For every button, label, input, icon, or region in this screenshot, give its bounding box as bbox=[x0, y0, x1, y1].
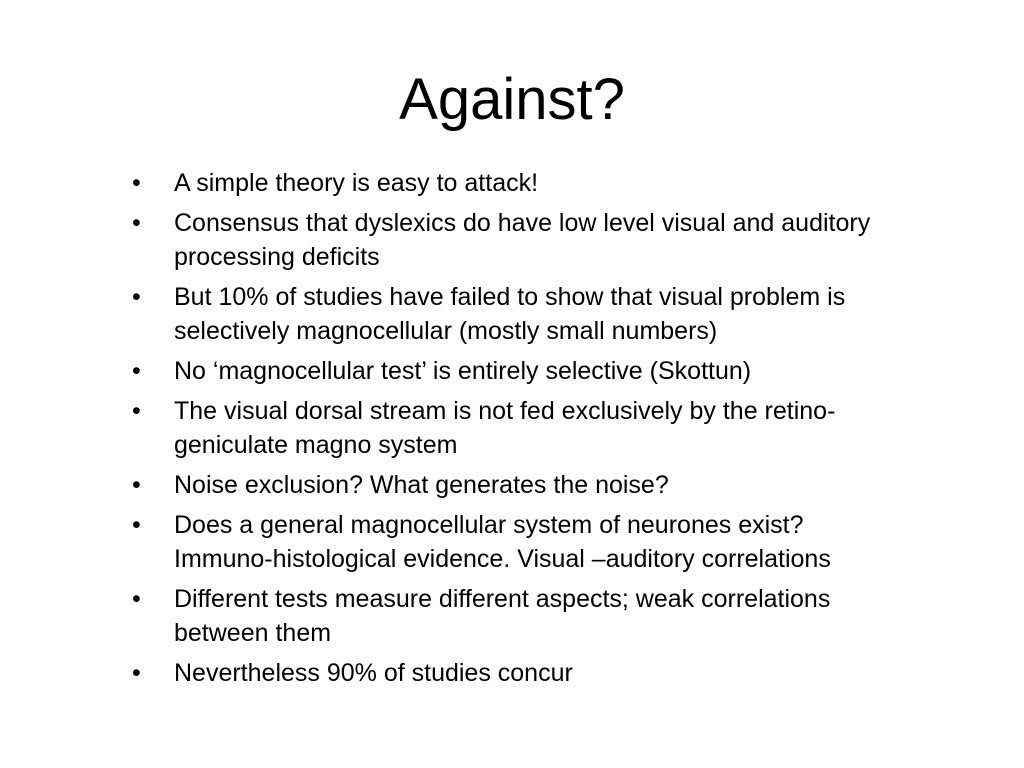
bullet-text: But 10% of studies have failed to show that visual problem is selectively magnocellular (mostly small numbers) bbox=[174, 283, 846, 345]
bullet-text: Noise exclusion? What generates the noise? bbox=[174, 471, 669, 499]
bullet-item bbox=[132, 394, 872, 462]
bullet-text: Consensus that dyslexics do have low level visual and auditory processing deficits bbox=[174, 209, 871, 271]
bullet-list bbox=[132, 166, 872, 696]
bullet-item bbox=[132, 508, 872, 576]
bullet-item bbox=[132, 582, 872, 650]
bullet-text: The visual dorsal stream is not fed exclusively by the retino-geniculate magno system bbox=[174, 397, 836, 459]
bullet-icon: • bbox=[132, 209, 141, 237]
bullet-item bbox=[132, 656, 872, 690]
bullet-item bbox=[132, 354, 872, 388]
bullet-icon: • bbox=[132, 169, 141, 197]
slide-title: Against? bbox=[399, 67, 625, 132]
bullet-icon: • bbox=[132, 357, 141, 385]
bullet-item bbox=[132, 166, 872, 200]
bullet-text: Does a general magnocellular system of neurones exist? Immuno-histological evidence. Visual –auditory correlations bbox=[174, 511, 831, 573]
bullet-text: A simple theory is easy to attack! bbox=[174, 169, 539, 197]
bullet-text: Different tests measure different aspects; weak correlations between them bbox=[174, 585, 831, 647]
bullet-text: No ‘magnocellular test’ is entirely selective (Skottun) bbox=[174, 357, 752, 385]
bullet-item bbox=[132, 280, 872, 348]
bullet-icon: • bbox=[132, 511, 141, 539]
bullet-icon: • bbox=[132, 471, 141, 499]
bullet-icon: • bbox=[132, 283, 141, 311]
bullet-item bbox=[132, 206, 872, 274]
bullet-icon: • bbox=[132, 397, 141, 425]
bullet-icon: • bbox=[132, 659, 141, 687]
bullet-item bbox=[132, 468, 872, 502]
bullet-icon: • bbox=[132, 585, 141, 613]
bullet-text: Nevertheless 90% of studies concur bbox=[174, 659, 573, 687]
